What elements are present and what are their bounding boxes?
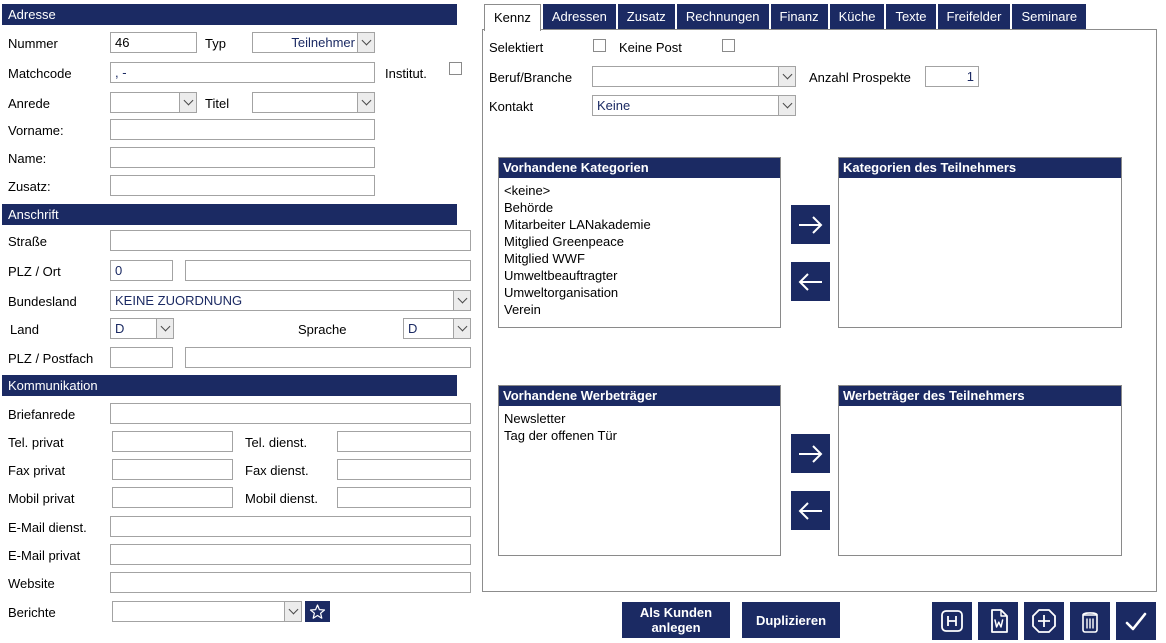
strasse-label: Straße bbox=[8, 234, 48, 249]
category-item[interactable]: Mitglied Greenpeace bbox=[504, 234, 624, 249]
matchcode-input[interactable] bbox=[110, 62, 375, 83]
plz-input[interactable] bbox=[110, 260, 173, 281]
kontakt-dropdown[interactable] bbox=[592, 95, 796, 116]
typ-dropdown-button[interactable] bbox=[357, 33, 374, 52]
plus-octagon-icon bbox=[1028, 605, 1060, 637]
available-categories-list bbox=[499, 178, 780, 322]
bundesland-dropdown-button[interactable] bbox=[453, 291, 470, 310]
kontakt-label: Kontakt bbox=[489, 99, 534, 114]
section-header-anschrift: Anschrift bbox=[2, 204, 457, 225]
media-item[interactable]: Tag der offenen Tür bbox=[504, 428, 617, 443]
h-card-icon bbox=[936, 605, 968, 637]
titel-value bbox=[253, 93, 357, 112]
chevron-down-icon bbox=[361, 36, 371, 46]
berichte-label: Berichte bbox=[8, 605, 56, 620]
tab-finanz[interactable]: Finanz bbox=[771, 4, 828, 29]
tab-freifelder[interactable]: Freifelder bbox=[938, 4, 1011, 29]
anrede-value bbox=[111, 93, 179, 112]
category-item[interactable]: Umweltorganisation bbox=[504, 285, 619, 300]
anrede-label: Anrede bbox=[8, 96, 50, 111]
keine-post-checkbox[interactable] bbox=[722, 39, 735, 52]
available-media-listbox bbox=[498, 385, 781, 556]
berichte-value bbox=[113, 602, 284, 621]
assign-media-button[interactable] bbox=[791, 434, 830, 473]
confirm-button[interactable] bbox=[1116, 602, 1156, 640]
category-item[interactable]: Mitarbeiter LANakademie bbox=[504, 217, 651, 232]
tab-bar bbox=[484, 4, 1088, 31]
anrede-dropdown[interactable] bbox=[110, 92, 197, 113]
tab-adressen[interactable]: Adressen bbox=[543, 4, 616, 29]
category-item[interactable]: Mitglied WWF bbox=[504, 251, 585, 266]
category-item[interactable]: Umweltbeauftragter bbox=[504, 268, 618, 283]
checkmark-icon bbox=[1120, 605, 1152, 637]
bundesland-value: KEINE ZUORDNUNG bbox=[115, 293, 243, 308]
beruf-branche-dropdown-button[interactable] bbox=[778, 67, 795, 86]
titel-label: Titel bbox=[205, 96, 230, 111]
plz-postfach-label: PLZ / Postfach bbox=[8, 351, 94, 366]
chevron-down-icon bbox=[782, 99, 792, 109]
nummer-input[interactable] bbox=[110, 32, 197, 53]
sprache-label: Sprache bbox=[298, 322, 347, 337]
fax-privat-input[interactable] bbox=[112, 459, 233, 480]
anzahl-prospekte-input[interactable] bbox=[925, 66, 979, 87]
berichte-dropdown-button[interactable] bbox=[284, 602, 301, 621]
section-header-adresse: Adresse bbox=[2, 4, 457, 25]
institut-checkbox[interactable] bbox=[449, 62, 462, 75]
assign-category-button[interactable] bbox=[791, 205, 830, 244]
chevron-down-icon bbox=[457, 322, 467, 332]
website-input[interactable] bbox=[110, 572, 471, 593]
arrow-right-icon bbox=[797, 443, 824, 465]
name-label: Name: bbox=[8, 151, 47, 166]
remove-media-button[interactable] bbox=[791, 491, 830, 530]
assigned-media-list bbox=[839, 406, 1121, 414]
arrow-left-icon bbox=[797, 271, 824, 293]
tab-seminare[interactable]: Seminare bbox=[1012, 4, 1086, 29]
left-panel bbox=[0, 0, 480, 643]
anzahl-prospekte-label: Anzahl Prospekte bbox=[809, 70, 911, 85]
chevron-down-icon bbox=[782, 70, 792, 80]
zusatz-label: Zusatz: bbox=[8, 179, 51, 194]
als-kunden-anlegen-button[interactable]: Als Kunden anlegen bbox=[622, 602, 730, 638]
zusatz-input[interactable] bbox=[110, 175, 375, 196]
chevron-down-icon bbox=[361, 96, 371, 106]
berichte-favorite-button[interactable] bbox=[305, 601, 330, 622]
land-dropdown[interactable] bbox=[110, 318, 174, 339]
h-button[interactable] bbox=[932, 602, 972, 640]
website-label: Website bbox=[8, 576, 55, 591]
beruf-branche-value bbox=[593, 67, 778, 86]
tel-privat-input[interactable] bbox=[112, 431, 233, 452]
mobil-dienst-label: Mobil dienst. bbox=[245, 491, 318, 506]
available-categories-listbox bbox=[498, 157, 781, 328]
briefanrede-label: Briefanrede bbox=[8, 407, 76, 422]
plz-postfach-input[interactable] bbox=[110, 347, 173, 368]
email-privat-label: E-Mail privat bbox=[8, 548, 81, 563]
postfach-input[interactable] bbox=[185, 347, 471, 368]
mobil-privat-input[interactable] bbox=[112, 487, 233, 508]
available-categories-header: Vorhandene Kategorien bbox=[499, 158, 780, 178]
category-item[interactable]: Verein bbox=[504, 302, 541, 317]
selektiert-label: Selektiert bbox=[489, 40, 544, 55]
right-panel bbox=[482, 0, 1157, 592]
tel-dienst-input[interactable] bbox=[337, 431, 471, 452]
tab-content-kennz bbox=[482, 29, 1157, 592]
typ-label: Typ bbox=[205, 36, 226, 51]
word-document-button[interactable] bbox=[978, 602, 1018, 640]
kontakt-value: Keine bbox=[597, 98, 631, 113]
nummer-label: Nummer bbox=[8, 36, 58, 51]
tab-zusatz[interactable]: Zusatz bbox=[618, 4, 675, 29]
ort-input[interactable] bbox=[185, 260, 471, 281]
mobil-dienst-input[interactable] bbox=[337, 487, 471, 508]
assigned-categories-list bbox=[839, 178, 1121, 186]
keine-post-label: Keine Post bbox=[619, 40, 682, 55]
fax-dienst-label: Fax dienst. bbox=[245, 463, 309, 478]
tab-texte[interactable]: Texte bbox=[886, 4, 935, 29]
tab-rechnungen[interactable]: Rechnungen bbox=[677, 4, 769, 29]
bundesland-dropdown[interactable] bbox=[110, 290, 471, 311]
chevron-down-icon bbox=[183, 96, 193, 106]
titel-dropdown[interactable] bbox=[252, 92, 375, 113]
institut-label: Institut. bbox=[385, 66, 427, 81]
email-dienst-input[interactable] bbox=[110, 516, 471, 537]
assigned-media-listbox bbox=[838, 385, 1122, 556]
arrow-left-icon bbox=[797, 500, 824, 522]
beruf-branche-dropdown[interactable] bbox=[592, 66, 796, 87]
land-dropdown-button[interactable] bbox=[156, 319, 173, 338]
media-item[interactable]: Newsletter bbox=[504, 411, 566, 426]
vorname-input[interactable] bbox=[110, 119, 375, 140]
matchcode-label: Matchcode bbox=[8, 66, 72, 81]
strasse-input[interactable] bbox=[110, 230, 471, 251]
email-privat-input[interactable] bbox=[110, 544, 471, 565]
selektiert-checkbox[interactable] bbox=[593, 39, 606, 52]
berichte-dropdown[interactable] bbox=[112, 601, 302, 622]
email-dienst-label: E-Mail dienst. bbox=[8, 520, 87, 535]
vorname-label: Vorname: bbox=[8, 123, 64, 138]
land-label: Land bbox=[10, 322, 39, 337]
word-document-icon bbox=[982, 605, 1014, 637]
add-button[interactable] bbox=[1024, 602, 1064, 640]
sprache-dropdown[interactable] bbox=[403, 318, 471, 339]
tab-kennz[interactable]: Kennz bbox=[484, 4, 541, 31]
beruf-branche-label: Beruf/Branche bbox=[489, 70, 573, 85]
chevron-down-icon bbox=[288, 605, 298, 615]
assigned-categories-header: Kategorien des Teilnehmers bbox=[839, 158, 1121, 178]
arrow-right-icon bbox=[797, 214, 824, 236]
briefanrede-input[interactable] bbox=[110, 403, 471, 424]
star-icon bbox=[309, 604, 326, 620]
section-header-kommunikation: Kommunikation bbox=[2, 375, 457, 396]
sprache-dropdown-button[interactable] bbox=[453, 319, 470, 338]
tab-kueche[interactable]: Küche bbox=[830, 4, 885, 29]
trash-icon bbox=[1074, 605, 1106, 637]
chevron-down-icon bbox=[457, 294, 467, 304]
land-value: D bbox=[115, 321, 125, 336]
fax-privat-label: Fax privat bbox=[8, 463, 66, 478]
typ-value: Teilnehmer bbox=[291, 35, 355, 50]
chevron-down-icon bbox=[160, 322, 170, 332]
plz-ort-label: PLZ / Ort bbox=[8, 264, 61, 279]
available-media-header: Vorhandene Werbeträger bbox=[499, 386, 780, 406]
assigned-categories-listbox bbox=[838, 157, 1122, 328]
sprache-value: D bbox=[408, 321, 418, 336]
tel-dienst-label: Tel. dienst. bbox=[245, 435, 308, 450]
titel-dropdown-button[interactable] bbox=[357, 93, 374, 112]
category-item[interactable]: <keine> bbox=[504, 183, 551, 198]
category-item[interactable]: Behörde bbox=[504, 200, 554, 215]
anrede-dropdown-button[interactable] bbox=[179, 93, 196, 112]
kontakt-dropdown-button[interactable] bbox=[778, 96, 795, 115]
name-input[interactable] bbox=[110, 147, 375, 168]
delete-button[interactable] bbox=[1070, 602, 1110, 640]
bundesland-label: Bundesland bbox=[8, 294, 77, 309]
duplizieren-button[interactable]: Duplizieren bbox=[742, 602, 840, 638]
assigned-media-header: Werbeträger des Teilnehmers bbox=[839, 386, 1121, 406]
tel-privat-label: Tel. privat bbox=[8, 435, 64, 450]
fax-dienst-input[interactable] bbox=[337, 459, 471, 480]
available-media-list bbox=[499, 406, 780, 448]
remove-category-button[interactable] bbox=[791, 262, 830, 301]
mobil-privat-label: Mobil privat bbox=[8, 491, 75, 506]
typ-dropdown[interactable] bbox=[252, 32, 375, 53]
